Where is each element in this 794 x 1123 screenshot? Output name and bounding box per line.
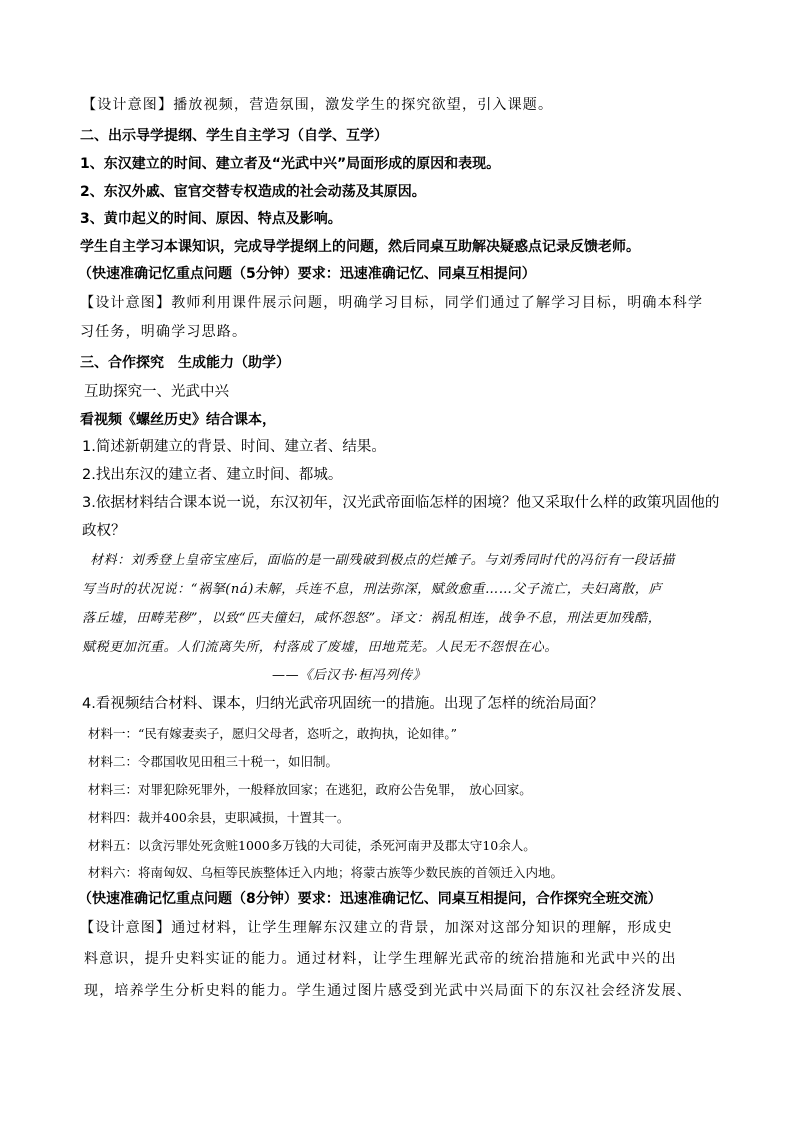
material-text-line-4: 赋税更加沉重。人们流离失所，村落成了废墟，田地荒芜。人民无不怨恨在心。 [82, 640, 559, 655]
design-intent-2-line-1: 【设计意图】教师利用课件展示问题，明确学习目标，同学们通过了解学习目标，明确本科学 [80, 295, 704, 311]
section-heading-2: 二、出示导学提纲、学生自主学习（自学、互学） [80, 128, 388, 144]
section-heading-3: 三、合作探究 生成能力（助学） [80, 355, 290, 371]
material-source: ——《后汉书·桓冯列传》 [272, 668, 427, 683]
self-study-instruction: 学生自主学习本课知识，完成导学提纲上的问题，然后同桌互助解决疑惑点记录反馈老师。 [80, 239, 640, 255]
question-3-line-1: 3.依据材料结合课本说一说，东汉初年，汉光武帝面临怎样的困境？他又采取什么样的政策巩固他的 [82, 495, 720, 511]
outline-item-1: 1、东汉建立的时间、建立者及“光武中兴”局面形成的原因和表现。 [80, 156, 501, 172]
design-intent-3-line-1: 【设计意图】通过材料，让学生理解东汉建立的背景，加深对这部分知识的理解，形成史 [80, 920, 673, 936]
question-2: 2.找出东汉的建立者、建立时间、都城。 [82, 467, 343, 483]
design-intent-2-line-2: 习任务，明确学习思路。 [80, 324, 248, 340]
material-five: 材料五：以贪污罪处死贪赃1000多万钱的大司徒，杀死河南尹及郡太守10余人。 [88, 838, 536, 853]
material-one: 材料一：“民有嫁妻卖子，愿归父母者，恣听之，敢拘执，论如律。” [88, 726, 458, 741]
design-intent-1: 【设计意图】播放视频，营造氛围，激发学生的探究欲望，引入课题。 [82, 97, 554, 113]
video-instruction: 看视频《螺丝历史》结合课本， [80, 412, 276, 428]
material-text-line-3: 落丘墟，田畴芜秽”，以致“匹夫僮妇，咸怀怨怒”。译文：祸乱相连，战争不息，刑法更加残酷， [82, 611, 662, 626]
inquiry-heading-1: 互助探究一、光武中兴 [84, 384, 229, 400]
material-two: 材料二：令郡国收见田租三十税一，如旧制。 [88, 754, 339, 769]
memory-requirement-2: （快速准确记忆重点问题（8分钟）要求：迅速准确记忆、同桌互相提问，合作探究全班交流） [78, 891, 662, 907]
design-intent-3-line-3: 现，培养学生分析史料的能力。学生通过图片感受到光武中兴局面下的东汉社会经济发展、 [84, 983, 692, 999]
material-text-line-1: 材料：刘秀登上皇帝宝座后，面临的是一副残破到极点的烂摊子。与刘秀同时代的冯衍有一段话描 [90, 553, 675, 568]
outline-item-2: 2、东汉外戚、宦官交替专权造成的社会动荡及其原因。 [80, 184, 426, 200]
outline-item-3: 3、黄巾起义的时间、原因、特点及影响。 [80, 211, 342, 227]
design-intent-3-line-2: 料意识，提升史料实证的能力。通过材料，让学生理解光武帝的统治措施和光武中兴的出 [84, 951, 677, 967]
question-3-line-2: 政权？ [82, 523, 126, 539]
material-three: 材料三：对罪犯除死罪外，一般释放回家；在逃犯，政府公告免罪， 放心回家。 [88, 782, 532, 797]
material-text-line-2: 写当时的状况说：“祸拏(ná)未解，兵连不息，刑法弥深，赋敛愈重……父子流亡，夫妇离散，庐 [82, 582, 662, 597]
material-four: 材料四：裁并400余县，吏职减损，十置其一。 [88, 810, 350, 825]
memory-requirement-1: （快速准确记忆重点问题（5分钟）要求：迅速准确记忆、同桌互相提问） [78, 266, 536, 282]
question-4: 4.看视频结合材料、课本，归纳光武帝巩固统一的措施。出现了怎样的统治局面？ [82, 696, 604, 712]
question-1: 1.简述新朝建立的背景、时间、建立者、结果。 [82, 439, 386, 455]
material-six: 材料六：将南匈奴、乌桓等民族整体迁入内地；将蒙古族等少数民族的首领迁入内地。 [88, 865, 564, 880]
